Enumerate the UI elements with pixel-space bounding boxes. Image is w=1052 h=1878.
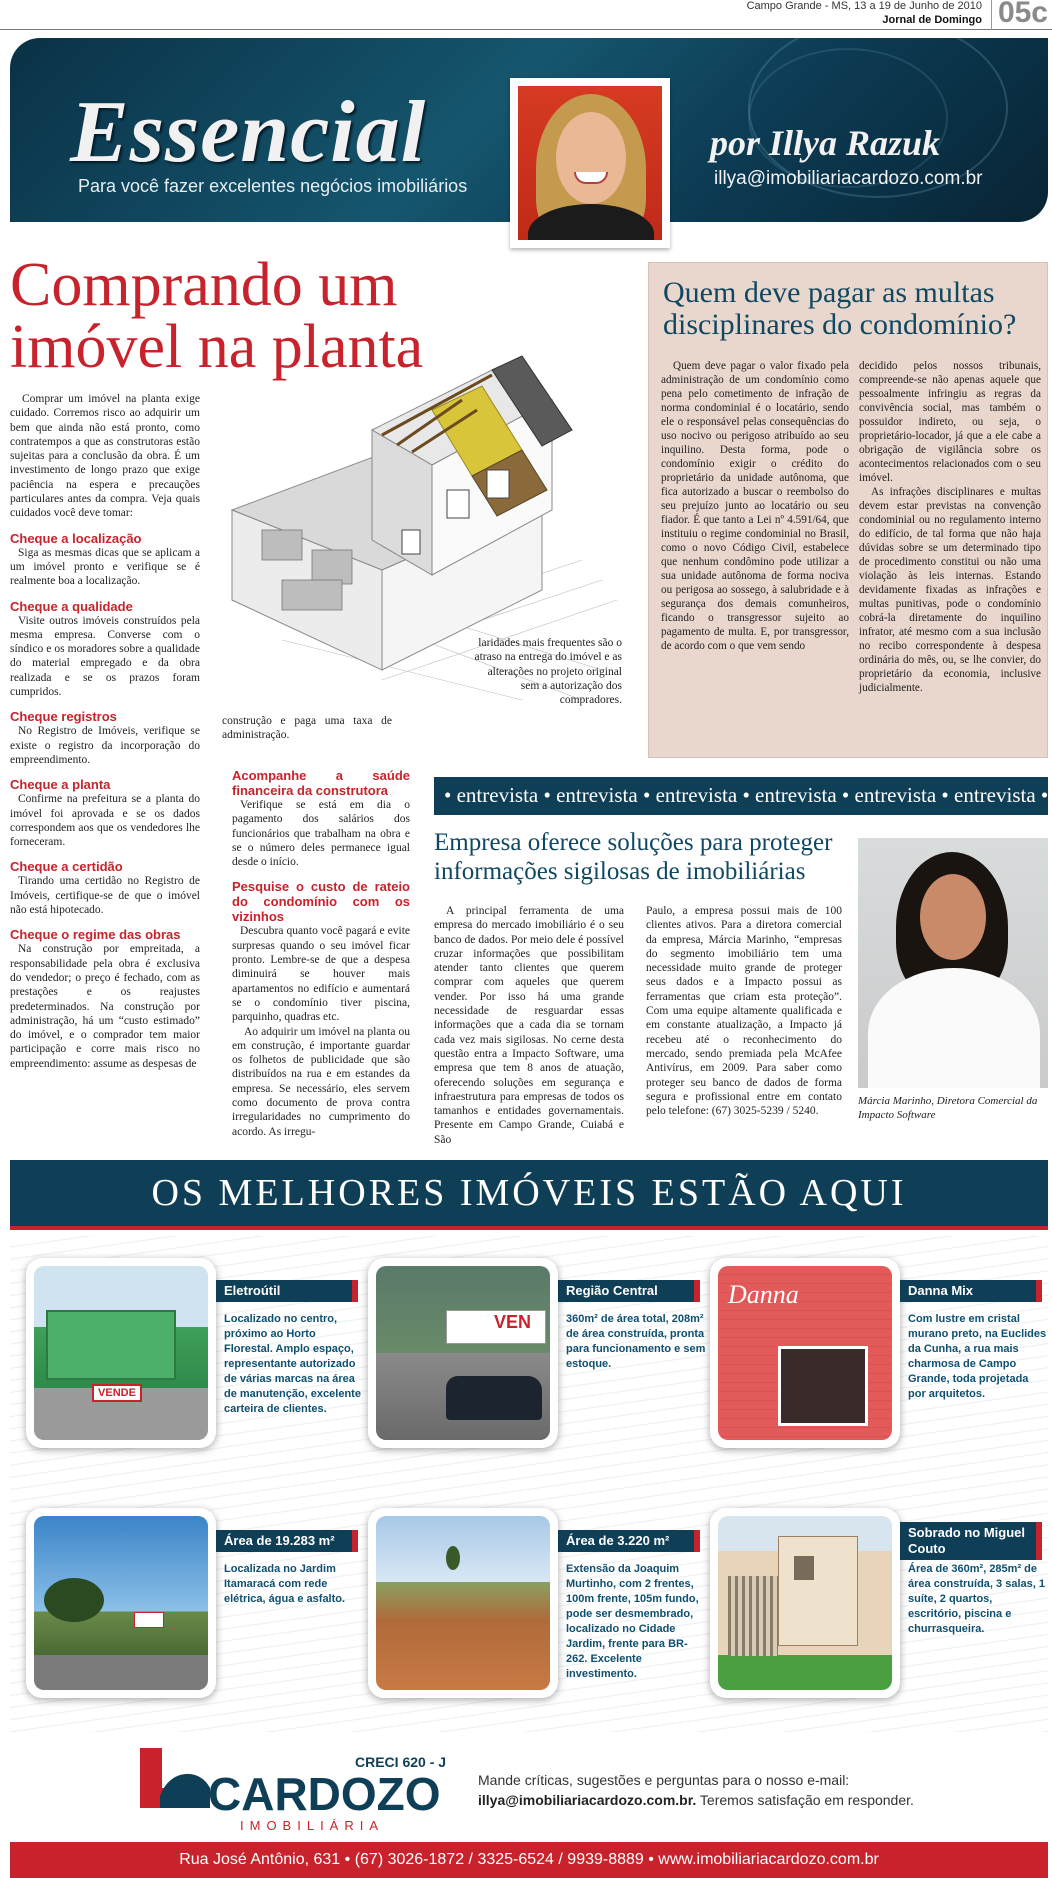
interview-column-2	[646, 904, 842, 1118]
page-number: 05c	[991, 0, 1048, 30]
article-headline: Comprando um imóvel na planta	[10, 251, 424, 381]
property-photo	[368, 1258, 558, 1448]
footer-contact-text	[478, 1770, 1038, 1810]
property-description: Localizado no centro, próximo ao Horto Florestal. Amplo espaço, representante autorizado de várias marcas na área de manutenção, excelente carteira de clientes.	[224, 1313, 361, 1415]
property-title: Área de 3.220 m²	[558, 1530, 700, 1552]
interview-strip: • entrevista • entrevista • entrevista • entrevista • entrevista • entrevista •	[434, 777, 1048, 815]
section-heading: Cheque a localização	[10, 530, 142, 546]
section-text: Verifique se está em dia o pagamento dos salários dos funcionários que trabalham na obra e se o número deles permanece igual desde o início.	[232, 799, 410, 869]
property-photo	[710, 1508, 900, 1698]
ads-header-text: OS MELHORES IMÓVEIS ESTÃO AQUI	[151, 1172, 907, 1214]
decorative-swirl	[748, 48, 948, 188]
footer-line-2: Teremos satisfação em responder.	[696, 1792, 914, 1808]
author-email[interactable]: illya@imobiliariacardozo.com.br	[714, 168, 983, 189]
property-photo	[368, 1508, 558, 1698]
sidebar-title: Quem deve pagar as multas disciplinares do condomínio?	[663, 276, 1017, 341]
property-photo	[26, 1508, 216, 1698]
article-column-1	[10, 392, 200, 1071]
section-heading: Cheque a planta	[10, 777, 111, 793]
section-text: Confirme na prefeitura se a planta do imóvel foi aprovada e se os dados correspondem aos que os vendedores lhe forneceram.	[10, 793, 200, 849]
sidebar-column-1	[661, 359, 849, 653]
interview-title: Empresa oferece soluções para proteger informações sigilosas de imobiliárias	[434, 829, 833, 885]
property-card[interactable]	[368, 1508, 704, 1708]
section-heading: Cheque o regime das obras	[10, 927, 181, 943]
property-photo	[26, 1258, 216, 1448]
property-description: Com lustre em cristal murano preto, na Euclides da Cunha, a rua mais charmosa de Campo Grande, toda projetada por arquitetos.	[908, 1313, 1047, 1400]
page-header-strip	[0, 0, 1052, 30]
article-text: laridades mais frequentes são o atraso na entrega do imóvel e as alterações no projeto original sem a autorização dos compradores.	[474, 637, 622, 707]
for-sale-sign: VEN	[494, 1312, 532, 1332]
article-intro: Comprar um imóvel na planta exige cuidado. Corremos risco ao adquirir um bem que ainda não está pronto, como contratempos a que as construtoras estão sujeitas para a conclusão da obra. É um investimento de longo prazo que exige paciência na espera e precauções particulares antes da compra. Veja quais cuidados você deve tomar:	[10, 393, 200, 520]
store-sign: Danna	[728, 1280, 799, 1309]
for-sale-sign: VENDE	[92, 1384, 142, 1402]
property-card[interactable]	[26, 1508, 362, 1708]
property-card[interactable]	[710, 1508, 1046, 1708]
property-title: Região Central	[558, 1280, 700, 1302]
property-title: Eletroútil	[216, 1280, 358, 1302]
section-text: Tirando uma certidão no Registro de Imóveis, certifique-se de que o imóvel não está hipotecado.	[10, 875, 200, 917]
footer-email[interactable]: illya@imobiliariacardozo.com.br.	[478, 1792, 697, 1808]
sidebar-text: Quem deve pagar o valor fixado pela administração de um condomínio como pena pelo cometimento de infração de norma condominial é o locatário, sendo ele o responsável pelas consequências do uso nocivo ou perigoso atribuído ao seu inquilino. Desta forma, pode o condomínio exigir o crédito do proprietário da unidade autônoma, que fica autorizado a buscar o reembolso do seu prejuízo junto ao locatário ou seu fiador. É que tanto a Lei nº 4.591/64, que instituiu o regime condominial no Brasil, como o novo Código Civil, estabelece que nenhum condômino pode utilizar a sua unidade autônoma de forma nociva ou perigosa ao sossego, à salubridade e à segurança dos demais comunheiros, ficando o transgressor sujeito ao pagamento de multa. E, por transgressor, de acordo com o que vem sendo	[661, 360, 849, 652]
footer-address-bar: Rua José Antônio, 631 • (67) 3026-1872 / 3325-6524 / 9939-8889 • www.imobiliariacardozo.com.br	[10, 1842, 1048, 1878]
ads-header	[10, 1160, 1048, 1230]
tree-icon	[446, 1546, 460, 1570]
sidebar-text: As infrações disciplinares e multas devem estar previstas na convenção condominial ou no regulamento interno do edifício, de tal forma que não haja dúvidas sobre se um determinado tipo de procedimento constitui ou não uma violação às leis internas. Estando devidamente fixadas as infrações e multas punitivas, pode o condomínio cobrá-la diretamente do inquilino infrator, até mesmo com a sua inclusão no recibo correspondente à despesa ordinária do mês, ou, se lhe convier, do proprietário da economia, inclusive judicialmente.	[859, 486, 1041, 694]
interview-text: A principal ferramenta de uma empresa do mercado imobiliário é o seu banco de dados. Por meio dele é possível cruzar informações que possibilitam atender tanto clientes que querem comprar com aqueles que querem vender. Por isso há uma grande necessidade de resguardar essas informações que a cada dia se tornam cada vez mais sigilosas. No cerne desta questão entra a Impacto Software, uma empresa que tem 8 anos de atuação, oferecendo soluções em segurança e infraestrutura para empresas de todos os tamanhos e entidades governamentais. Presente em Campo Grande, Cuiabá e São	[434, 905, 624, 1146]
section-heading: Cheque a qualidade	[10, 598, 133, 614]
author-photo	[510, 78, 670, 248]
section-text: Visite outros imóveis construídos pela mesma empresa. Converse com o síndico e os moradores sobre a qualidade do material empregado e da obra realizada e se os prazos foram cumpridos.	[10, 614, 200, 699]
issue-date: Campo Grande - MS, 13 a 19 de Junho de 2010	[746, 0, 982, 12]
property-title: Danna Mix	[900, 1280, 1042, 1302]
photo-caption: Márcia Marinho, Diretora Comercial da Impacto Software	[858, 1095, 1038, 1121]
article-column-3	[470, 636, 622, 707]
creci-number: CRECI 620 - J	[355, 1754, 447, 1770]
property-title: Área de 19.283 m²	[216, 1530, 358, 1552]
sidebar-box	[648, 262, 1048, 758]
section-heading: Cheque registros	[10, 709, 117, 725]
property-description: Localizada no Jardim Itamaracá com rede elétrica, água e asfalto.	[224, 1563, 346, 1605]
article-column-2	[232, 758, 410, 1139]
property-description: 360m² de área total, 208m² de área construída, pronta para funcionamento e sem estoque.	[566, 1313, 706, 1370]
property-description: Área de 360m², 285m² de área construída, 3 salas, 1 suíte, 2 quartos, escritório, piscina e churrasqueira.	[908, 1563, 1045, 1635]
article-text: Ao adquirir um imóvel na planta ou em construção, é importante guardar os folhetos de publicidade que são distribuídos na rua e em estandes da empresa. Se necessário, eles servem como documento de prova contra irregularidades no cumprimento do acordo. As irregu-	[232, 1025, 410, 1138]
section-text: No Registro de Imóveis, verifique se existe o registro da incorporação do empreendimento.	[10, 725, 200, 766]
section-heading: Acompanhe a saúde financeira da construtora	[232, 768, 410, 798]
section-text: Na construção por empreitada, a responsabilidade pela obra é exclusiva do vendedor; o preço é fechado, com as prestações e os reajustes predeterminados. Na construção por administração, há um “custo estimado” do imóvel, e o comprador tem maior participação e corre mais risco no empreendimento: assume as despesas de	[10, 943, 200, 1070]
column-title: Essencial	[70, 84, 427, 181]
property-card[interactable]	[710, 1258, 1046, 1458]
logo-subtitle: IMOBILIÁRIA	[240, 1818, 385, 1833]
section-heading: Pesquise o custo de rateio do condomínio com os vizinhos	[232, 879, 410, 925]
interview-column-1	[434, 904, 624, 1147]
article-text: construção e paga uma taxa de administração.	[222, 715, 392, 742]
tree-icon	[44, 1578, 104, 1622]
section-text: Descubra quanto você pagará e evite surpresas quando o seu imóvel ficar pronto. Lembre-se de que a despesa diminuirá se houver mais apartamentos no edifício e aumentará se o condomínio tiver piscina, parquinho, quadras etc.	[232, 925, 410, 1024]
section-text: Siga as mesmas dicas que se aplicam a um imóvel pronto e verifique se é realmente boa a localização.	[10, 546, 200, 588]
logo-wordmark: CARDOZO	[208, 1768, 441, 1820]
property-card[interactable]	[368, 1258, 704, 1458]
author-byline: por Illya Razuk	[710, 123, 941, 163]
property-description: Extensão da Joaquim Murtinho, com 2 frentes, 100m frente, 105m fundo, pode ser desmembrado, localizado no Cidade Jardim, frente para BR-262. Excelente investimento.	[566, 1563, 699, 1680]
interview-text: Paulo, a empresa possui mais de 100 clientes ativos. Para a diretora comercial da empresa, Márcia Marinho, “empresas do segmento imobiliário tem uma necessidade muito grande de proteger seus dados e a Impacto possui as ferramentas que criam esta proteção”. Com uma equipe altamente qualificada e em constante atualização, a Impacto já recebeu até o reconhecimento do mercado, sendo premiada pela McAfee Antivírus, em 2009. Para saber como proteger seu banco de dados de forma segura e profissional entre em contato pelo telefone: (67) 3025-5239 / 5240.	[646, 905, 842, 1118]
interviewee-photo	[858, 838, 1048, 1088]
article-column-2-top	[222, 714, 392, 743]
property-title: Sobrado no Miguel Couto	[900, 1522, 1042, 1560]
sidebar-column-2	[859, 359, 1041, 695]
newspaper-name: Jornal de Domingo	[882, 14, 982, 26]
property-photo	[710, 1258, 900, 1448]
column-subtitle: Para você fazer excelentes negócios imobiliários	[78, 176, 468, 196]
section-heading: Cheque a certidão	[10, 859, 123, 875]
property-card[interactable]	[26, 1258, 362, 1458]
sidebar-text: decidido pelos nossos tribunais, compreende-se não apenas aquele que pessoalmente infringiu as regras da convivência social, mas também o possuidor indireto, ou seja, o proprietário-locador, já que a ele cabe a obrigação de vigilância sobre os acontecimentos relacionados com o seu imóvel.	[859, 360, 1041, 484]
car-icon	[446, 1376, 542, 1420]
footer-line-1: Mande críticas, sugestões e perguntas para o nosso e-mail:	[478, 1772, 850, 1788]
